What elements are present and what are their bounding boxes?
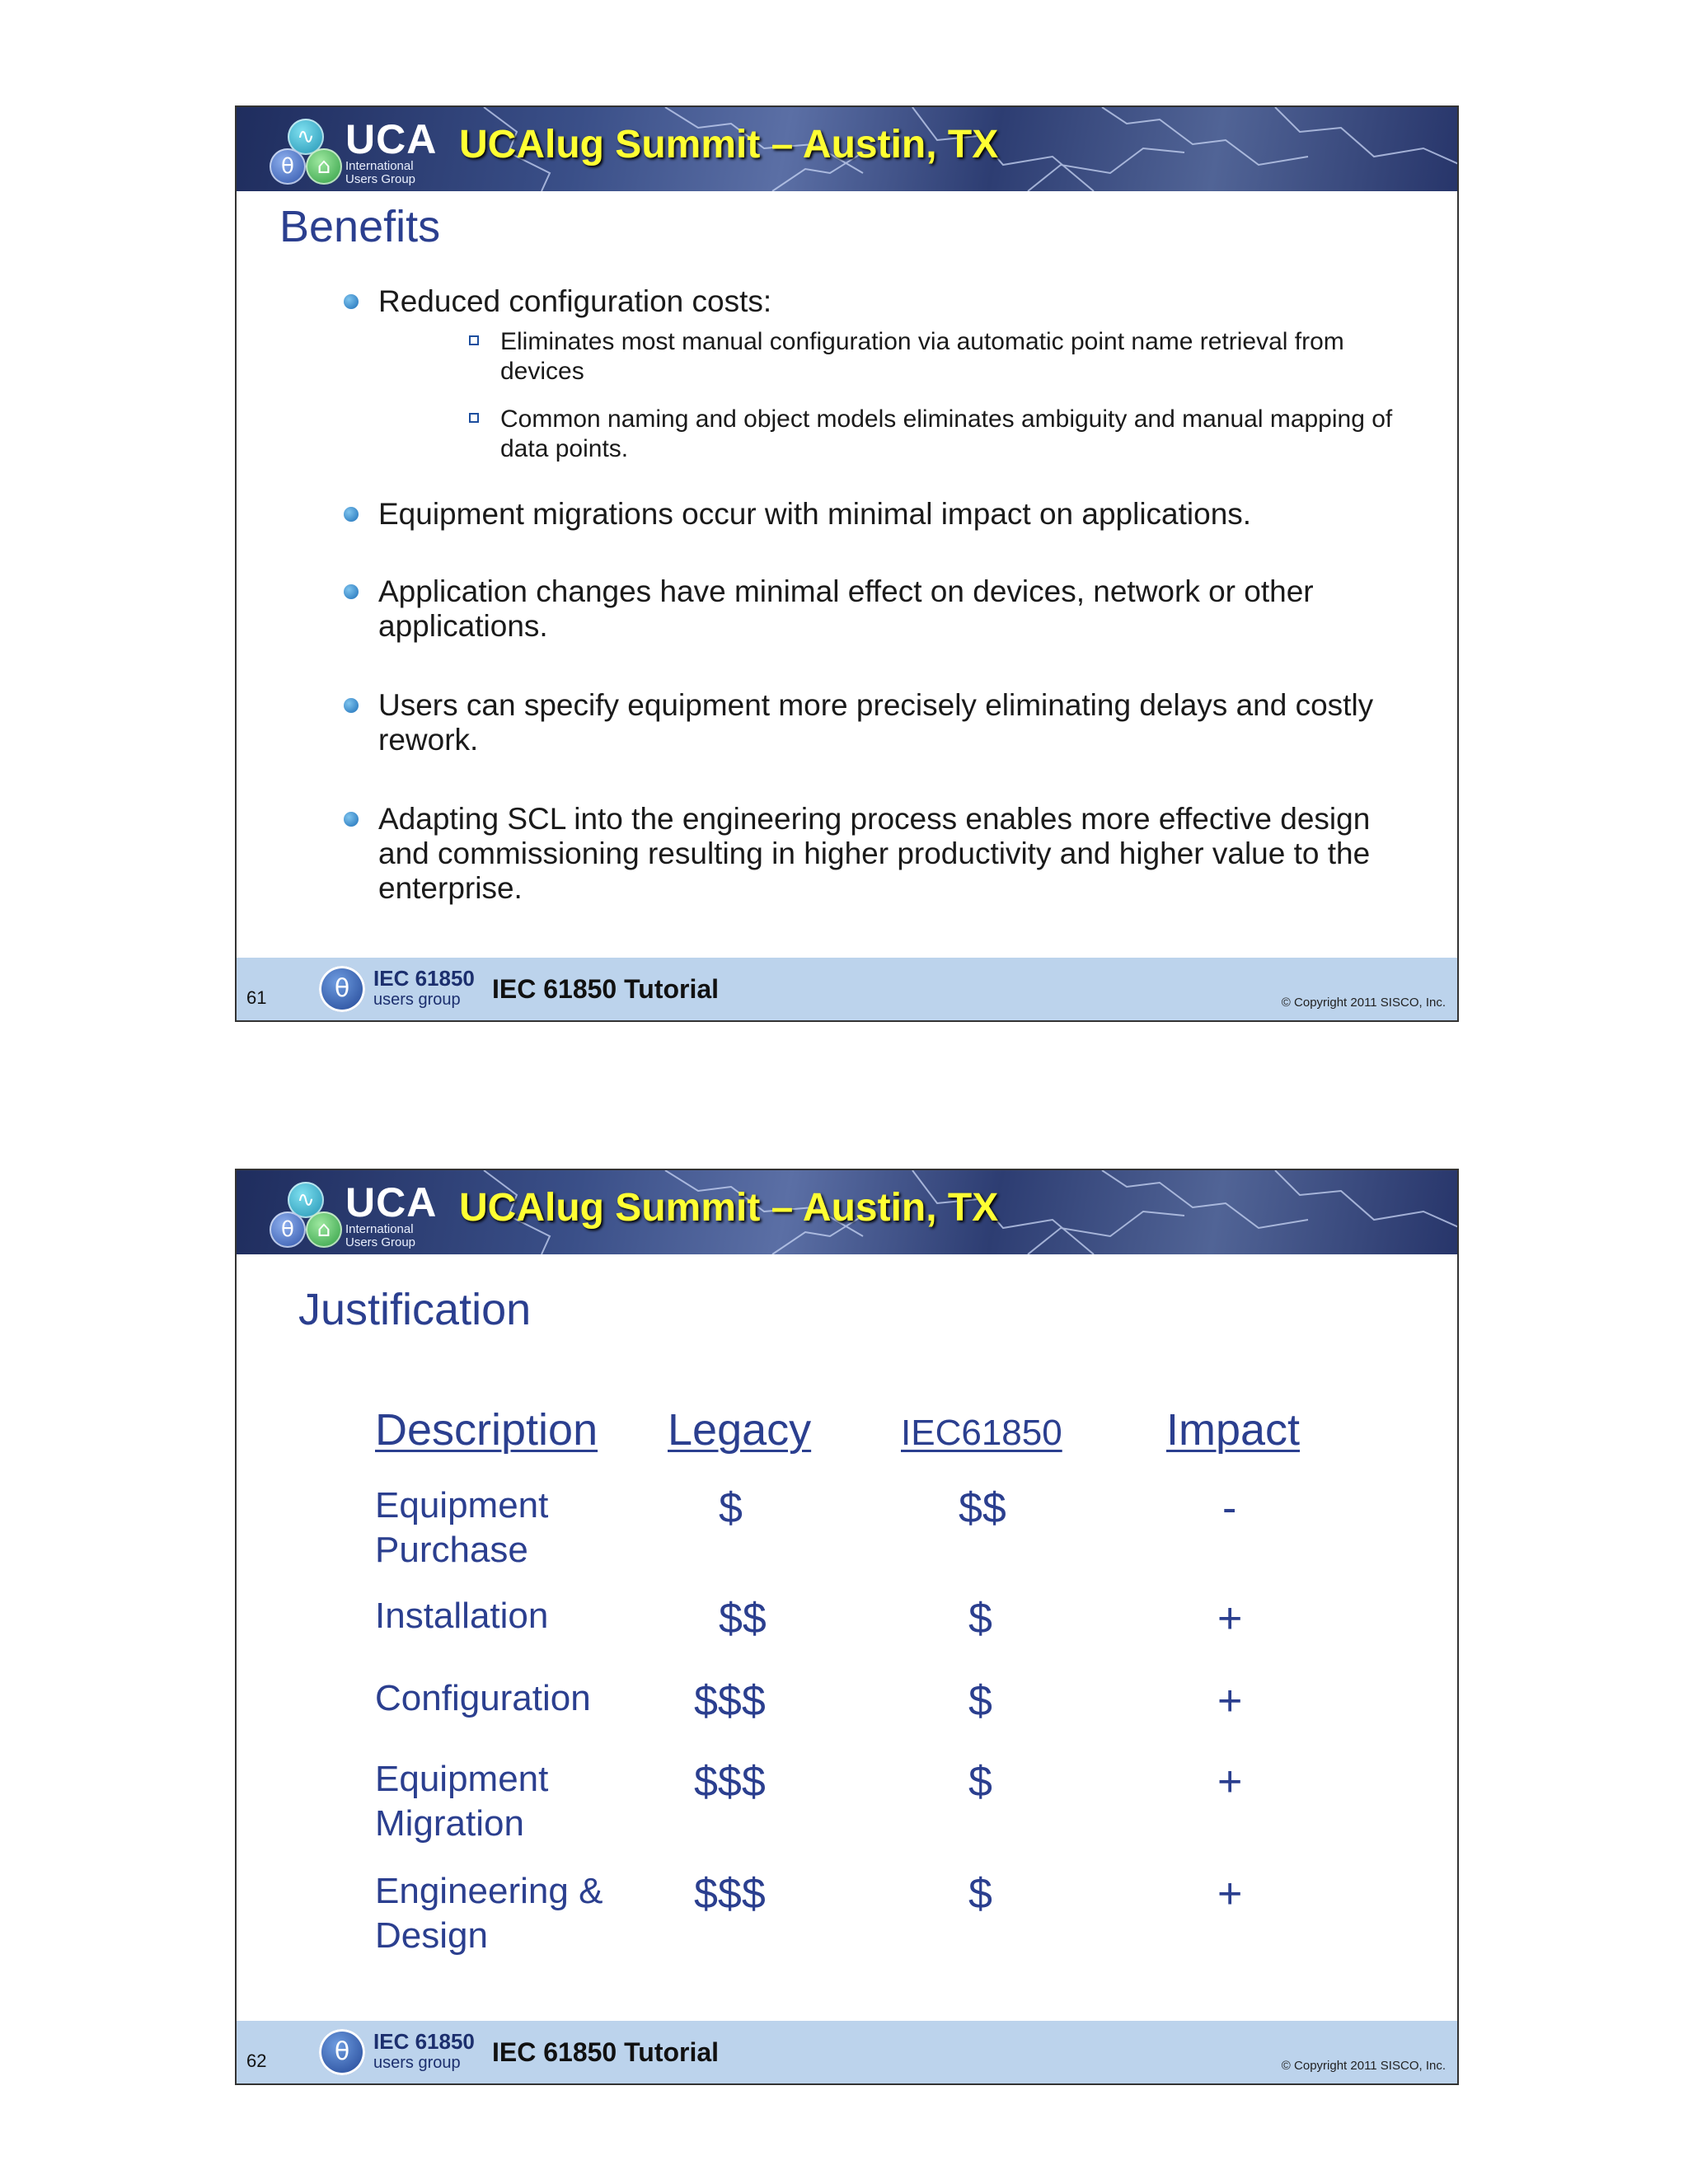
table-cell-legacy: $$$ [694, 1758, 766, 1806]
uca-logo-text: UCA [345, 1179, 438, 1226]
house-icon: ⌂ [306, 1212, 342, 1248]
checkbox-bullet-icon [469, 335, 479, 345]
table-cell-description: Installation [375, 1596, 549, 1636]
bullet-item [344, 574, 1415, 644]
slide-62 [235, 1169, 1459, 2085]
slide-heading: Benefits [279, 202, 441, 251]
banner-title: UCAlug Summit – Austin, TX [459, 1186, 999, 1230]
copyright: © Copyright 2011 SISCO, Inc. [1281, 996, 1446, 1010]
wave-icon: ∿ [288, 1182, 324, 1218]
table-cell-impact: + [1217, 1595, 1243, 1643]
sub-bullet-item [469, 405, 1415, 464]
table-cell-impact: + [1217, 1677, 1243, 1725]
table-cell-description: Engineering & Design [375, 1871, 603, 1956]
table-cell-iec61850: $$ [959, 1484, 1006, 1532]
bullet-item [344, 802, 1415, 906]
iec-61850-logo-icon: θ [319, 2029, 365, 2075]
bullet-item [344, 497, 1415, 532]
bullet-text: Equipment migrations occur with minimal impact on applications. [378, 497, 1252, 531]
bullet-text: Application changes have minimal effect on devices, network or other applications. [378, 574, 1314, 643]
page-number: 61 [246, 987, 267, 1008]
uca-logo-subtitle [345, 160, 415, 186]
column-header-legacy: Legacy [668, 1405, 812, 1455]
table-cell-description: Equipment Purchase [375, 1485, 549, 1570]
uca-logo-subtitle-line1: International [345, 159, 414, 173]
slide-footer [237, 958, 1457, 1020]
table-cell-iec61850: $ [968, 1677, 992, 1725]
slide-footer [237, 2021, 1457, 2083]
sub-bullet-text: Eliminates most manual configuration via automatic point name retrieval from devices [500, 328, 1344, 385]
column-header-impact: Impact [1166, 1405, 1301, 1455]
sub-bullet-item [469, 327, 1415, 387]
table-cell-description: Configuration [375, 1678, 591, 1718]
table-cell-impact: + [1217, 1870, 1243, 1918]
table-cell-legacy: $$$ [694, 1677, 766, 1725]
bullet-item [344, 284, 1415, 464]
wave-icon: ∿ [288, 119, 324, 155]
checkbox-bullet-icon [469, 413, 479, 423]
bullet-dot-icon [344, 294, 359, 309]
uca-logo-subtitle-line1: International [345, 1222, 414, 1236]
iec-logo-name: IEC 61850 [373, 966, 475, 991]
iec-logo-name: IEC 61850 [373, 2029, 475, 2054]
banner-title: UCAlug Summit – Austin, TX [459, 123, 999, 166]
iec-logo-subtitle: users group [373, 2054, 461, 2072]
bullet-dot-icon [344, 812, 359, 827]
uca-logo-subtitle-line2: Users Group [345, 1235, 416, 1249]
table-cell-legacy: $ [719, 1484, 743, 1532]
bullet-item [344, 688, 1415, 757]
uca-logo-text: UCA [345, 116, 438, 162]
table-cell-description: Equipment Migration [375, 1759, 549, 1844]
page-number: 62 [246, 2050, 267, 2071]
iec-emblem-icon: θ [270, 148, 306, 185]
bullet-dot-icon [344, 507, 359, 522]
table-cell-iec61850: $ [968, 1595, 992, 1643]
table-cell-legacy: $$$ [694, 1870, 766, 1918]
footer-title: IEC 61850 Tutorial [492, 974, 720, 1004]
bullet-dot-icon [344, 584, 359, 599]
footer-title: IEC 61850 Tutorial [492, 2037, 720, 2067]
slide-61 [235, 105, 1459, 1022]
bullet-list [344, 284, 1415, 906]
iec-61850-logo-icon: θ [319, 966, 365, 1012]
slide-banner [237, 107, 1457, 191]
bullet-dot-icon [344, 698, 359, 713]
slide-heading: Justification [298, 1285, 532, 1334]
column-header-description: Description [375, 1405, 598, 1455]
table-cell-iec61850: $ [968, 1758, 992, 1806]
copyright: © Copyright 2011 SISCO, Inc. [1281, 2059, 1446, 2073]
iec-emblem-icon: θ [270, 1212, 306, 1248]
iec-logo-subtitle: users group [373, 991, 461, 1009]
table-cell-impact: - [1222, 1484, 1237, 1532]
justification-table [237, 1170, 1457, 2083]
house-icon: ⌂ [306, 148, 342, 185]
uca-logo [270, 115, 438, 186]
table-cell-legacy: $$ [719, 1595, 767, 1643]
uca-logo-subtitle-line2: Users Group [345, 172, 416, 186]
bullet-text: Reduced configuration costs: [378, 284, 772, 318]
table-cell-impact: + [1217, 1758, 1243, 1806]
column-header-iec61850: IEC61850 [901, 1413, 1062, 1453]
bullet-text: Adapting SCL into the engineering process enables more effective design and commissioning resulting in higher productivity and higher value to the enterprise. [378, 802, 1371, 905]
sub-bullet-text: Common naming and object models eliminates ambiguity and manual mapping of data points. [500, 405, 1393, 462]
bullet-text: Users can specify equipment more precisely eliminating delays and costly rework. [378, 688, 1374, 757]
sub-bullet-list [469, 327, 1415, 464]
table-cell-iec61850: $ [968, 1870, 992, 1918]
